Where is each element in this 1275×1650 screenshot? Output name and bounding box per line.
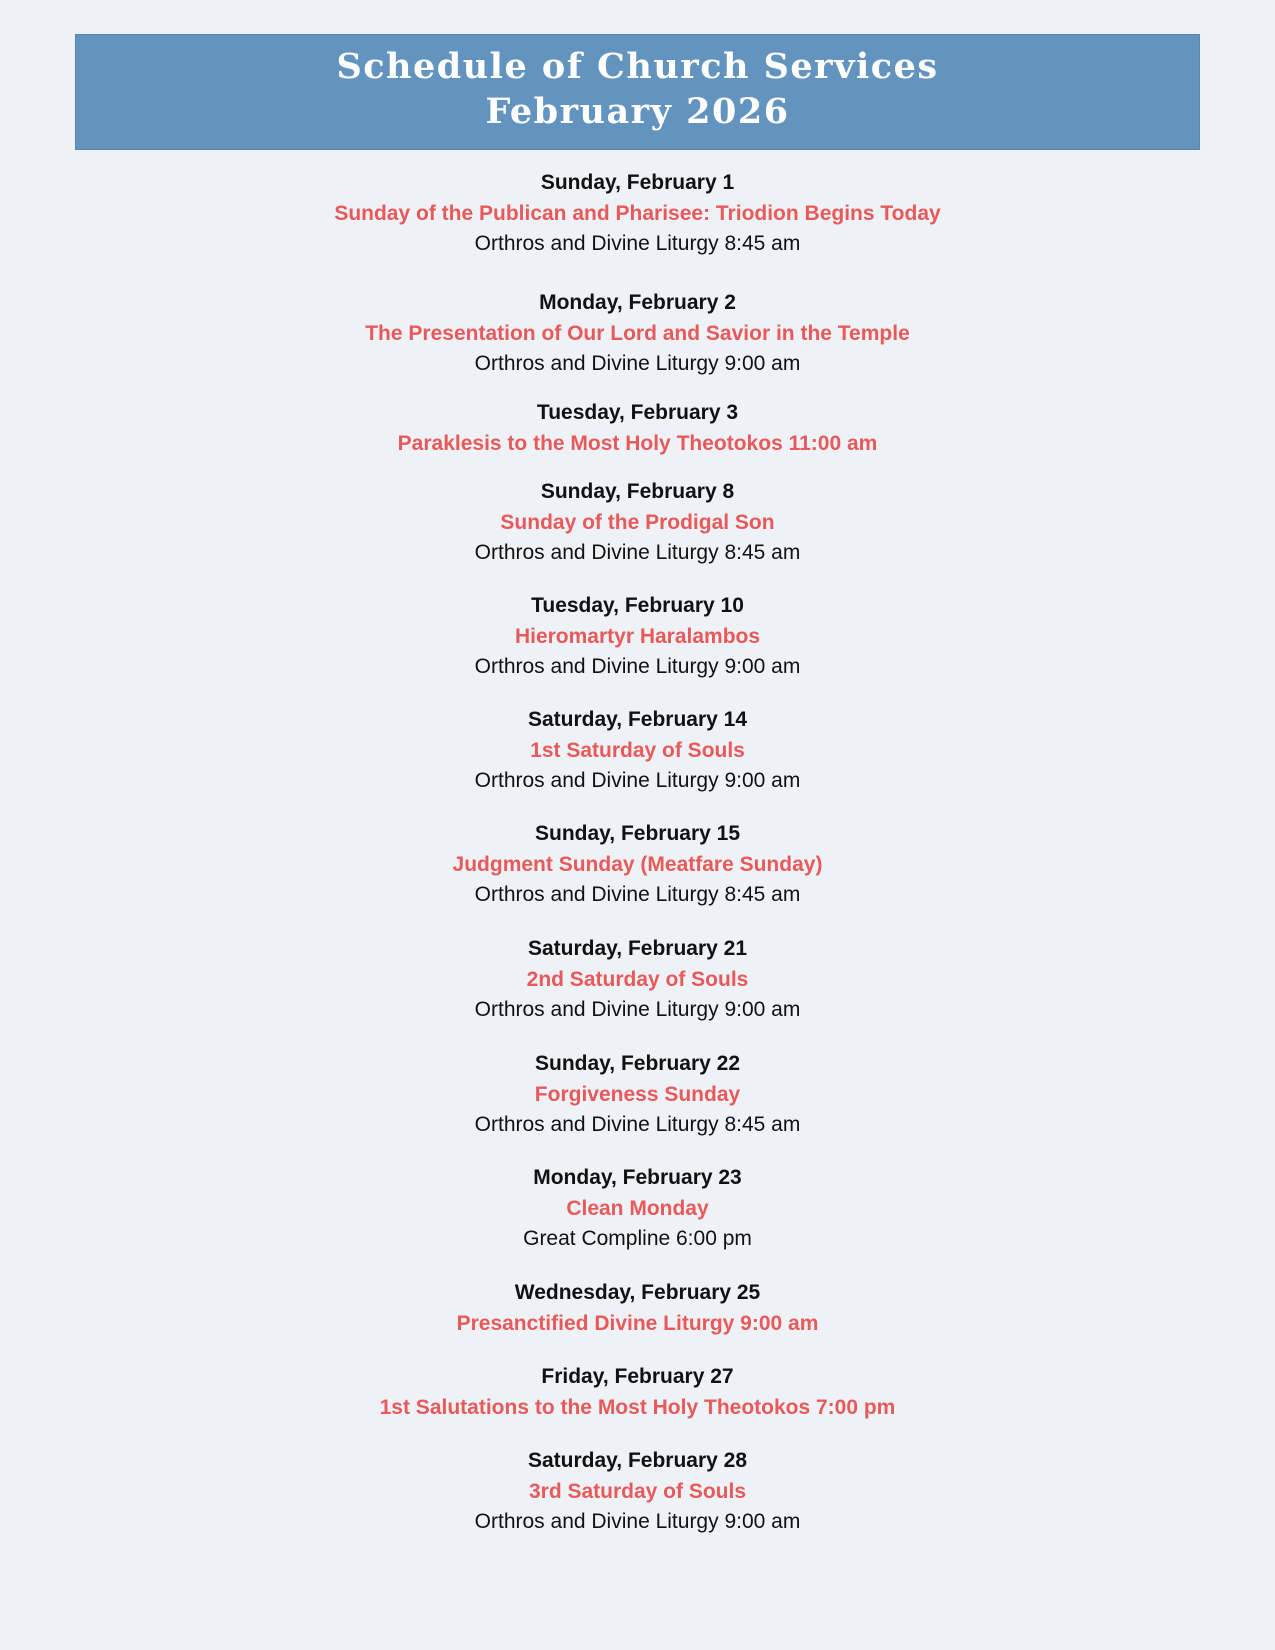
services-list	[0, 167, 1275, 1537]
list-item	[0, 1361, 1275, 1423]
service-time: Orthros and Divine Liturgy 8:45 am	[474, 883, 801, 906]
service-date: Sunday, February 8	[540, 480, 735, 503]
feast-name: Presanctified Divine Liturgy 9:00 am	[456, 1312, 819, 1335]
feast-name: Paraklesis to the Most Holy Theotokos 11:00 am	[397, 432, 878, 455]
feast-name: 1st Salutations to the Most Holy Theotokos 7:00 pm	[379, 1396, 896, 1419]
service-date: Saturday, February 21	[527, 937, 748, 960]
service-time: Orthros and Divine Liturgy 9:00 am	[474, 352, 801, 375]
page-title: Schedule of Church Services	[336, 46, 939, 87]
feast-name: Hieromartyr Haralambos	[514, 625, 761, 648]
service-date: Sunday, February 15	[534, 822, 741, 845]
service-date: Friday, February 27	[541, 1365, 734, 1388]
service-date: Saturday, February 28	[527, 1449, 748, 1472]
list-item	[0, 287, 1275, 379]
schedule-header	[75, 34, 1200, 150]
list-item	[0, 818, 1275, 910]
service-date: Monday, February 2	[539, 291, 736, 314]
feast-name: Sunday of the Prodigal Son	[500, 511, 775, 534]
feast-name: Forgiveness Sunday	[534, 1083, 741, 1106]
list-item	[0, 1162, 1275, 1254]
service-time: Great Compline 6:00 pm	[523, 1227, 752, 1250]
service-date: Sunday, February 1	[540, 171, 735, 194]
list-item	[0, 590, 1275, 682]
feast-name: Clean Monday	[566, 1197, 709, 1220]
list-item	[0, 1048, 1275, 1140]
service-date: Monday, February 23	[533, 1166, 742, 1189]
feast-name: The Presentation of Our Lord and Savior in the Temple	[365, 322, 910, 345]
feast-name: 2nd Saturday of Souls	[526, 968, 749, 991]
list-item	[0, 1445, 1275, 1537]
list-item	[0, 397, 1275, 459]
service-date: Sunday, February 22	[534, 1052, 741, 1075]
service-time: Orthros and Divine Liturgy 9:00 am	[474, 998, 801, 1021]
service-time: Orthros and Divine Liturgy 9:00 am	[474, 769, 801, 792]
feast-name: Sunday of the Publican and Pharisee: Triodion Begins Today	[334, 202, 941, 225]
service-date: Saturday, February 14	[527, 708, 748, 731]
feast-name: Judgment Sunday (Meatfare Sunday)	[452, 853, 823, 876]
list-item	[0, 167, 1275, 259]
list-item	[0, 933, 1275, 1025]
service-date: Tuesday, February 3	[536, 401, 739, 424]
service-time: Orthros and Divine Liturgy 8:45 am	[474, 232, 801, 255]
page-subtitle-month: February 2026	[485, 91, 790, 132]
service-date: Tuesday, February 10	[531, 594, 744, 617]
service-date: Wednesday, February 25	[514, 1281, 761, 1304]
list-item	[0, 476, 1275, 568]
feast-name: 1st Saturday of Souls	[530, 739, 745, 762]
service-time: Orthros and Divine Liturgy 8:45 am	[474, 541, 801, 564]
feast-name: 3rd Saturday of Souls	[528, 1480, 747, 1503]
list-item	[0, 1277, 1275, 1339]
list-item	[0, 704, 1275, 796]
service-time: Orthros and Divine Liturgy 9:00 am	[474, 655, 801, 678]
service-time: Orthros and Divine Liturgy 9:00 am	[474, 1510, 801, 1533]
service-time: Orthros and Divine Liturgy 8:45 am	[474, 1113, 801, 1136]
